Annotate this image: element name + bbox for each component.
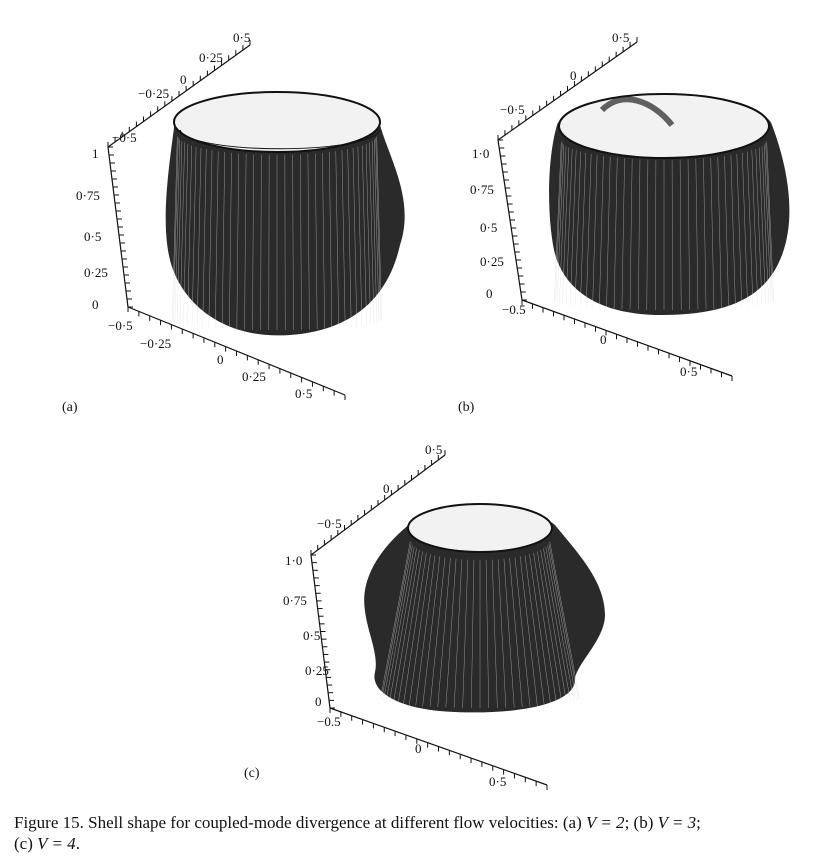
y-tick: 0·5 (612, 30, 630, 45)
x-tick: 0·5 (489, 774, 507, 789)
z-tick: 1·0 (472, 146, 490, 161)
x-tick: 0·25 (242, 369, 266, 384)
caption-mid2: ; (696, 813, 701, 832)
figure-caption (14, 812, 829, 854)
y-tick: −0·5 (112, 130, 137, 145)
x-tick: 0 (415, 741, 422, 756)
shell-surface-a (166, 92, 405, 335)
panel-label-c: (c) (244, 766, 260, 781)
panel-label-a: (a) (62, 400, 78, 415)
x-tick: 0 (217, 352, 224, 367)
z-tick: 0 (92, 297, 99, 312)
x-tick: −0.5 (502, 302, 526, 317)
caption-c: V = 4 (37, 834, 76, 853)
panel-b-plot (462, 30, 762, 400)
panel-b (462, 30, 762, 400)
z-tick: 0 (486, 286, 493, 301)
caption-a: V = 2 (586, 813, 625, 832)
shell-surface-b (549, 94, 789, 315)
z-tick: 0·5 (480, 220, 498, 235)
caption-prefix: Figure 15. Shell shape for coupled-mode divergence at different flow velocities: (a) (14, 813, 586, 832)
panel-a-plot (70, 30, 370, 400)
y-tick: −0·5 (317, 516, 342, 531)
z-tick: 1 (92, 146, 99, 161)
y-tick: −0·25 (138, 86, 170, 101)
x-tick: −0·5 (108, 318, 133, 333)
panel-a (70, 30, 370, 400)
y-tick: 0 (383, 481, 390, 496)
x-tick: 0·5 (295, 386, 313, 401)
x-tick: −0.5 (317, 714, 341, 729)
z-tick: 1·0 (285, 553, 303, 568)
z-tick: 0·25 (305, 663, 329, 678)
y-tick: 0 (180, 72, 187, 87)
z-tick: 0·75 (76, 188, 100, 203)
z-tick: 0·5 (84, 229, 102, 244)
caption-b: V = 3 (657, 813, 697, 832)
panel-c-plot (275, 440, 575, 790)
y-tick: 0·5 (425, 442, 443, 457)
shell-surface-c (364, 504, 605, 712)
x-tick: 0·5 (680, 364, 698, 379)
y-tick: −0·5 (500, 102, 525, 117)
z-tick: 0·25 (84, 265, 108, 280)
x-tick: −0·25 (140, 336, 172, 351)
panel-c (275, 440, 575, 790)
x-tick: 0 (600, 332, 607, 347)
z-tick: 0·75 (470, 182, 494, 197)
z-tick: 0·5 (303, 628, 321, 643)
y-tick: 0 (570, 68, 577, 83)
z-tick: 0 (315, 694, 322, 709)
panel-label-b: (b) (458, 400, 475, 415)
caption-mid1: ; (b) (624, 813, 658, 832)
z-tick: 0·25 (480, 254, 504, 269)
z-tick: 0·75 (283, 593, 307, 608)
caption-mid3: (c) (14, 834, 38, 853)
y-tick: 0·5 (233, 30, 251, 45)
y-tick: 0·25 (199, 50, 223, 65)
caption-end: . (75, 834, 80, 853)
